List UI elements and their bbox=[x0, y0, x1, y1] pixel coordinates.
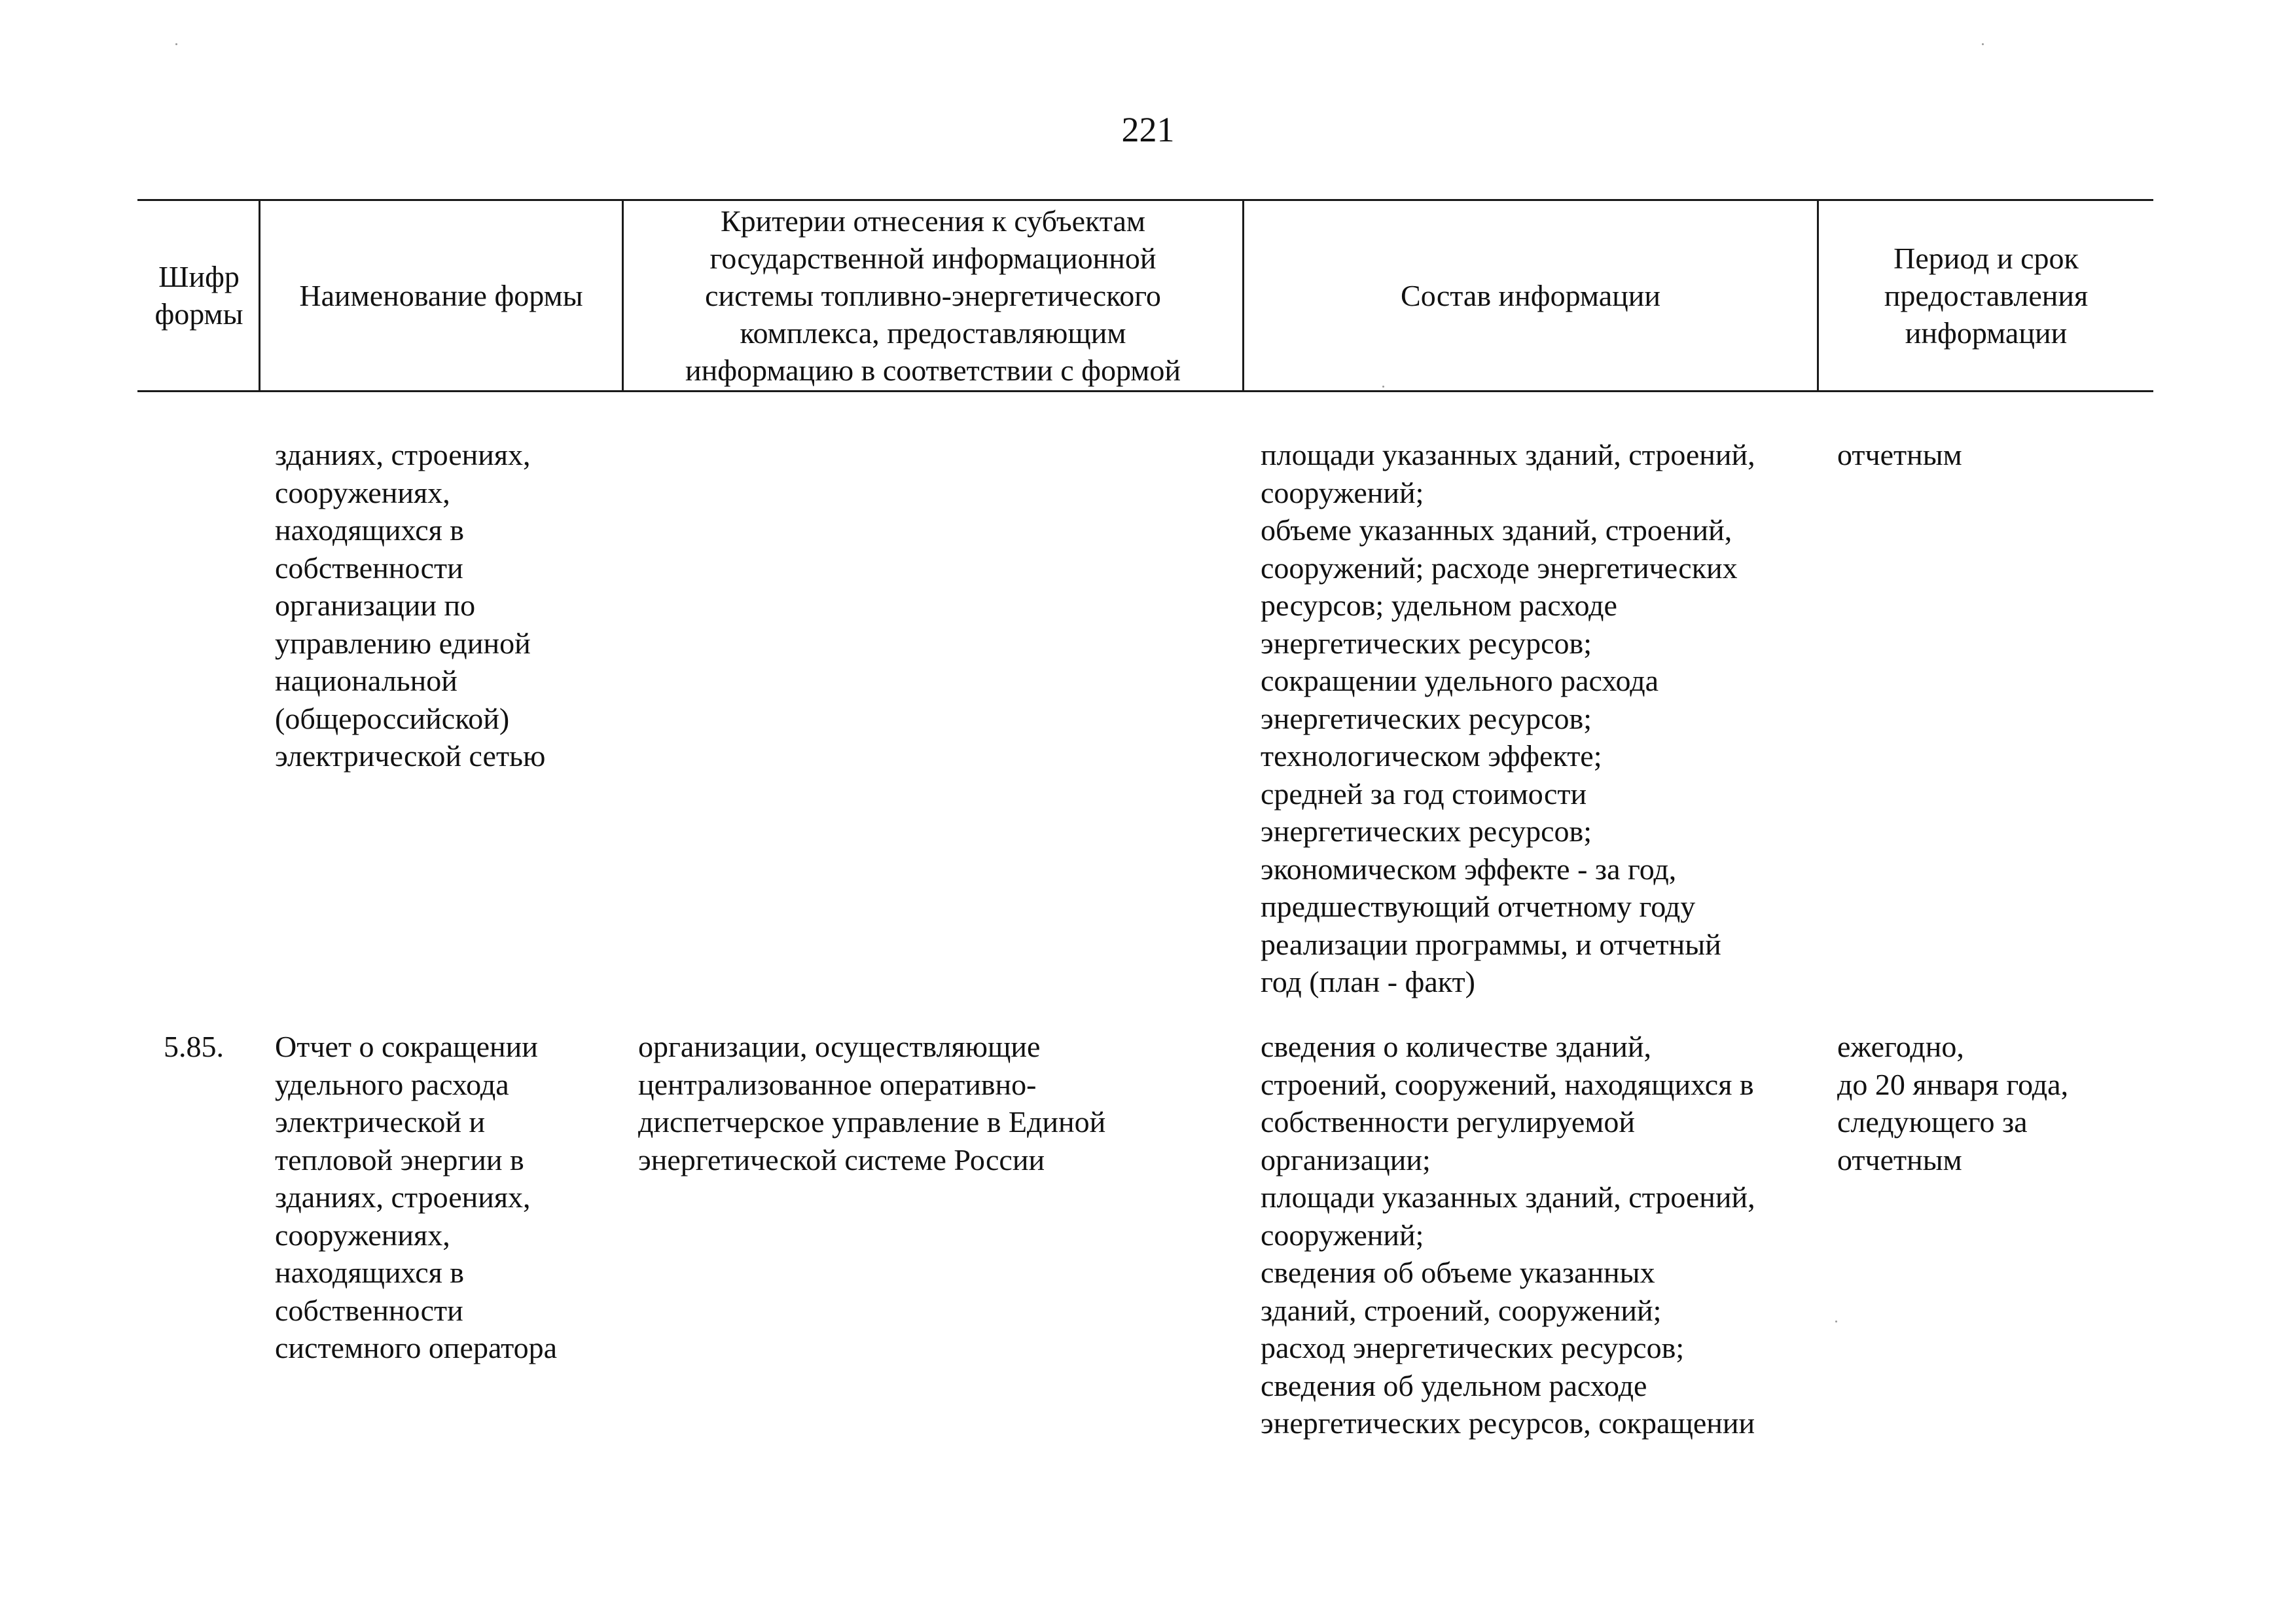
header-content-text: Состав информации bbox=[1401, 278, 1660, 312]
scan-speck bbox=[1982, 43, 1984, 45]
header-code-text: Шифр формы bbox=[154, 260, 243, 331]
header-name-text: Наименование формы bbox=[299, 278, 583, 312]
row-period: отчетным bbox=[1837, 438, 1962, 471]
scan-speck bbox=[175, 43, 177, 45]
header-period-text: Период и срок предоставления информации bbox=[1884, 241, 2089, 350]
row-code: 5.85. bbox=[164, 1030, 224, 1063]
row-name: Отчет о сокращении удельного расхода электрической и тепловой энергии в зданиях, строениях, сооружениях, находящихся в собственности системного оператора bbox=[275, 1030, 558, 1364]
header-period bbox=[1819, 200, 2153, 390]
header-criteria-text: Критерии отнесения к субъектам государственной информационной системы топливно-энергетического комплекса, предоставляющим информацию в соответствии с формой bbox=[685, 204, 1181, 387]
row-name: зданиях, строениях, сооружениях, находящихся в собственности организации по управлению единой национальной (общероссийской) электрической сетью bbox=[275, 438, 546, 773]
row-content: сведения о количестве зданий, строений, сооружений, находящихся в собственности регулируемой организации; площади указанных зданий, строений, сооружений; сведения об объеме указанных зданий, строений, сооружений; расход энергетических ресурсов; сведения об удельном расходе энергетических ресурсов, сокращении bbox=[1261, 1030, 1755, 1440]
table-header-bottom-rule bbox=[137, 390, 2153, 392]
header-name bbox=[260, 200, 622, 390]
header-criteria bbox=[624, 200, 1242, 390]
row-criteria: организации, осуществляющие централизованное оперативно- диспетчерское управление в Единой энергетической системе России bbox=[638, 1030, 1106, 1176]
scan-speck bbox=[1382, 386, 1384, 388]
header-code bbox=[139, 200, 259, 390]
page-number: 221 bbox=[1121, 110, 1175, 149]
header-content bbox=[1244, 200, 1817, 390]
scan-speck bbox=[1835, 1321, 1837, 1322]
row-period: ежегодно, до 20 января года, следующего за отчетным bbox=[1837, 1030, 2069, 1176]
row-content: площади указанных зданий, строений, сооружений; объеме указанных зданий, строений, сооружений; расходе энергетических ресурсов; удельном расходе энергетических ресурсов; сокращении удельного расхода энергетических ресурсов; технологическом эффекте; средней за год стоимости энергетических ресурсов; экономическом эффекте - за год, предшествующий отчетному году реализации программы, и отчетный год (план - факт) bbox=[1261, 438, 1755, 998]
